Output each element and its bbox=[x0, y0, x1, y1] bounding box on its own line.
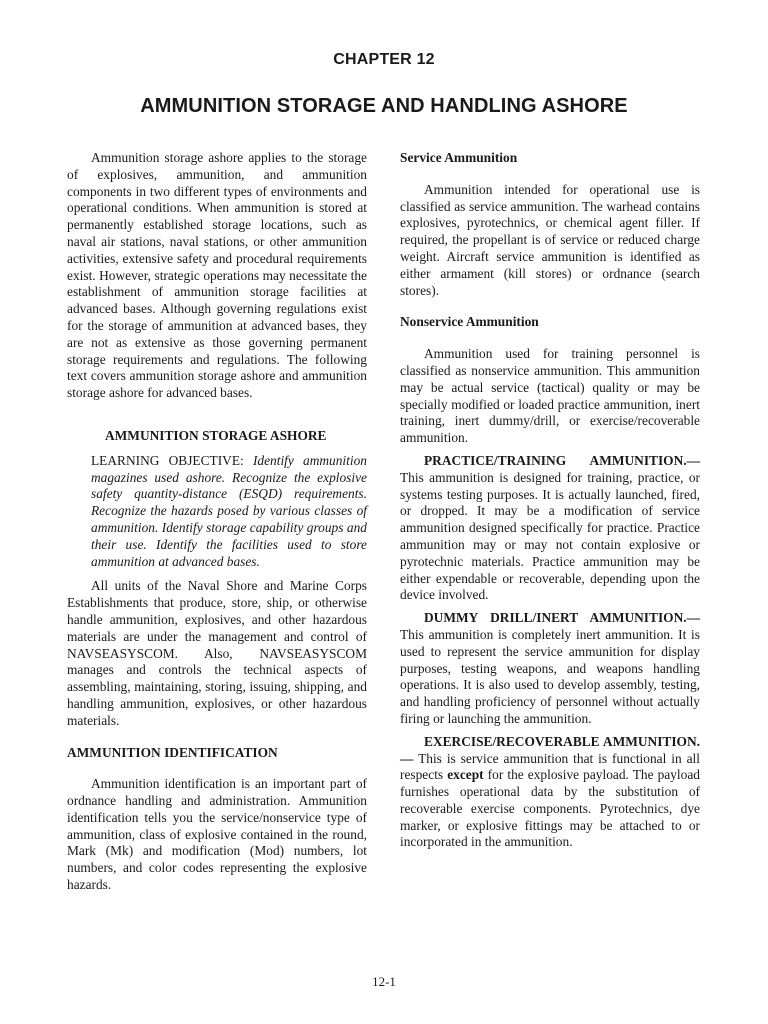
chapter-label: CHAPTER 12 bbox=[333, 51, 435, 68]
practice-training-paragraph bbox=[400, 453, 700, 604]
page-title: AMMUNITION STORAGE AND HANDLING ASHORE bbox=[140, 95, 628, 117]
intro-paragraph: Ammunition storage ashore applies to the storage of explosives, ammunition, and ammunition components in two different types of environments and operational conditions. When ammunition is stored at permanently established storage locations, such as naval air stations, naval stations, or other ammunition activities, extensive safety and procedural requirements exist. However, strategic operations may necessitate the establishment of ammunition storage facilities at advanced bases. Although governing regulations exist for the storage of ammunition at advanced bases, they are not as extensive as those governing permanent storage requirements and regulations. The following text covers ammunition storage ashore and ammunition storage ashore for advanced bases. bbox=[67, 150, 367, 401]
dummy-drill-paragraph bbox=[400, 610, 700, 728]
left-column bbox=[67, 150, 367, 894]
learning-objective bbox=[67, 453, 367, 571]
practice-training-text: This ammunition is designed for training, practice, or systems testing purposes. It is actually launched, fired, or dropped. It may be a modification of service ammunition designed specifically for practice. Practice ammunition may or may not contain explosive or pyrotechnic materials. Practice ammunition may be either expendable or recoverable, depending upon the device involved. bbox=[400, 469, 700, 603]
page-number: 12-1 bbox=[372, 974, 396, 989]
right-column bbox=[400, 150, 700, 851]
learning-objective-text: Identify ammunition magazines used ashore. Recognize the explosive safety quantity-distance (ESQD) requirements. Recognize the hazards posed by various classes of ammunition. Identify storage capability groups and their use. Identify the facilities used to store ammunition at advanced bases. bbox=[91, 452, 367, 569]
exercise-text-before: This is service ammunition that is functional in all respects bbox=[400, 750, 700, 783]
exercise-recoverable-paragraph bbox=[400, 734, 700, 852]
naval-shore-paragraph: All units of the Naval Shore and Marine Corps Establishments that produce, store, ship, or otherwise handle ammunition, explosives, and other hazardous materials are under the management and control of NAVSEASYSCOM. Also, NAVSEASYSCOM manages and controls the technical aspects of assembling, maintaining, storing, issuing, shipping, and handling ammunition, explosives, or other hazardous materials. bbox=[67, 578, 367, 728]
identification-paragraph: Ammunition identification is an important part of ordnance handling and administration. Ammunition identification tells you the service/nonservice type of ammunition, class of explosive contained in the round, Mark (Mk) and modification (Mod) numbers, lot numbers, and color codes representing the explosive hazards. bbox=[67, 776, 367, 893]
exercise-recoverable-runin: EXERCISE/RECOVERABLE AMMUNITION.— bbox=[400, 733, 700, 766]
service-ammunition-heading: Service Ammunition bbox=[400, 150, 518, 165]
exercise-text-after: for the explosive payload. The payload furnishes operational data by the substitution of recoverable exercise components. Pyrotechnics, dye marker, or explosive fittings may be attached to or incorporated in the ammunition. bbox=[400, 767, 700, 850]
service-ammunition-paragraph: Ammunition intended for operational use is classified as service ammunition. The warhead contains explosives, pyrotechnics, or chemical agent filler. If required, the propellant is of service or reduced charge weight. Aircraft service ammunition is identified as either armament (kill stores) or ordnance (search stores). bbox=[400, 181, 700, 298]
dummy-drill-text: This ammunition is completely inert ammunition. It is used to represent the service ammunition for display purposes, testing weapons, and weapons handling operations. It is also used to develop assembly, testing, and handling proficiency of personnel without actually firing or launching the ammunition. bbox=[400, 626, 700, 726]
practice-training-runin: PRACTICE/TRAINING AMMUNITION.— bbox=[424, 452, 700, 468]
exercise-emphasis: except bbox=[447, 767, 484, 783]
section-heading: AMMUNITION STORAGE ASHORE bbox=[105, 427, 327, 443]
dummy-drill-runin: DUMMY DRILL/INERT AMMUNITION.— bbox=[424, 610, 700, 626]
identification-heading: AMMUNITION IDENTIFICATION bbox=[67, 744, 278, 760]
nonservice-ammunition-heading: Nonservice Ammunition bbox=[400, 314, 539, 330]
learning-objective-label: LEARNING OBJECTIVE: bbox=[91, 452, 244, 468]
nonservice-ammunition-paragraph: Ammunition used for training personnel is classified as nonservice ammunition. This ammunition may be actual service (tactical) quality or may be specially modified or loaded practice ammunition, inert training, inert dummy/drill, or exercise/recoverable ammunition. bbox=[400, 346, 700, 446]
